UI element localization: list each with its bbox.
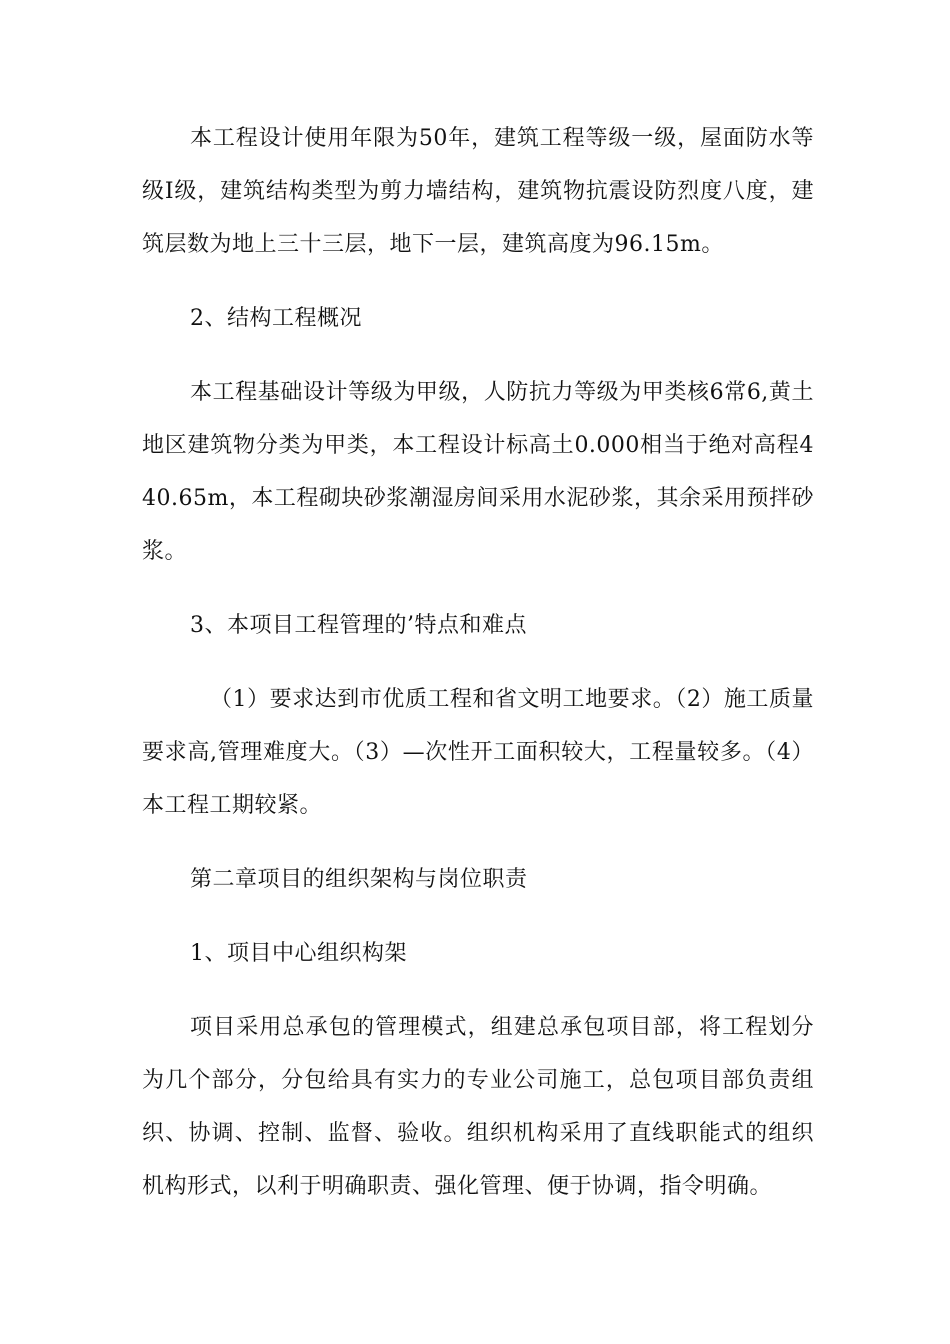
document-page [142, 112, 814, 1234]
paragraph-features-list: （1）要求达到市优质工程和省文明工地要求。（2）施工质量要求高,管理难度大。（3）—次性开工面积较大，工程量较多。（4）本工程工期较紧。 [142, 687, 814, 818]
section-heading-features: 3、本项目工程管理的’特点和难点 [190, 613, 527, 638]
chapter-heading-organization: 第二章项目的组织架构与岗位职责 [190, 867, 528, 892]
section-heading-structure: 2、结构工程概况 [190, 306, 362, 331]
paragraph-building-overview: 本工程设计使用年限为50年，建筑工程等级一级，屋面防水等级Ⅰ级，建筑结构类型为剪力墙结构，建筑物抗震设防烈度八度，建筑层数为地上三十三层，地下一层，建筑高度为96.15m。 [142, 126, 814, 257]
section-heading-org-framework: 1、项目中心组织构架 [190, 941, 407, 966]
paragraph-structure-overview: 本工程基础设计等级为甲级，人防抗力等级为甲类核6常6,黄土地区建筑物分类为甲类，本工程设计标高土0.000相当于绝对高程440.65m，本工程砌块砂浆潮湿房间采用水泥砂浆，其余采用预拌砂浆。 [142, 380, 814, 564]
paragraph-org-framework: 项目采用总承包的管理模式，组建总承包项目部，将工程划分为几个部分，分包给具有实力的专业公司施工，总包项目部负责组织、协调、控制、监督、验收。组织机构采用了直线职能式的组织机构形式，以利于明确职责、强化管理、便于协调，指令明确。 [142, 1015, 814, 1199]
